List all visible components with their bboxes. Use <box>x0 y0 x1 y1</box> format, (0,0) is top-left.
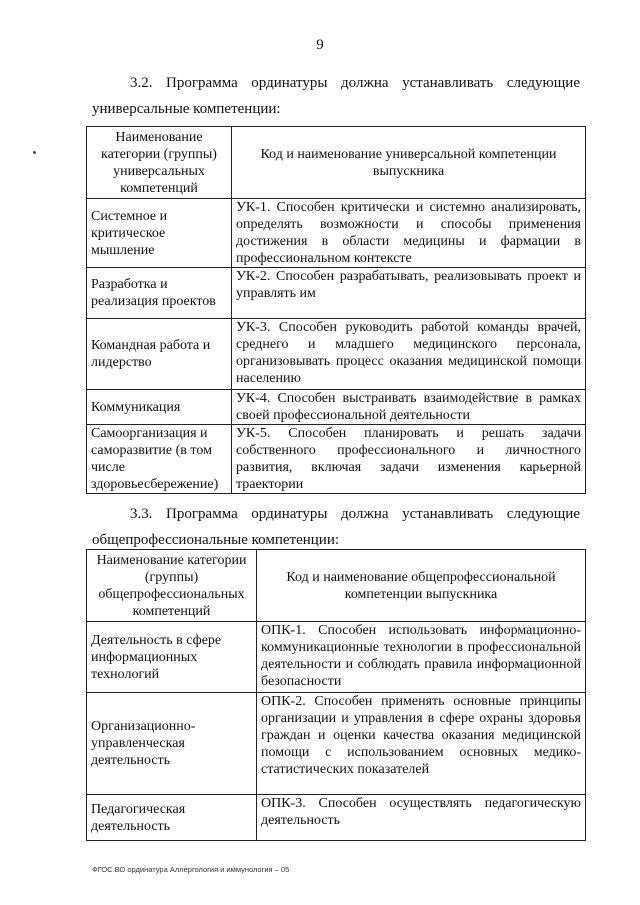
table-row <box>87 693 586 795</box>
paragraph-3-2-text: 3.2. Программа ординатуры должна устанавливать следующие универсальные компетенции: <box>92 75 580 117</box>
paragraph-3-2 <box>92 70 580 122</box>
universal-competences-table <box>86 126 586 494</box>
general-professional-competences-table <box>86 549 586 841</box>
category-cell: Разработка и реализация проектов <box>87 268 232 319</box>
table-row <box>87 319 586 390</box>
category-cell: Системное и критическое мышление <box>87 199 232 268</box>
competence-cell: ОПК-3. Способен осуществлять педагогическую деятельность <box>257 795 586 841</box>
table-row <box>87 199 586 268</box>
table-row <box>87 425 586 494</box>
page-number: 9 <box>316 37 324 53</box>
competence-cell: ОПК-2. Способен применять основные принципы организации и управления в сфере охраны здоровья граждан и оценки качества оказания медицинской помощи с использованием основных медико-статистических показателей <box>257 693 586 795</box>
header-category: Наименование категории (группы) универсальных компетенций <box>87 127 232 199</box>
header-category: Наименование категории (группы) общепрофессиональных компетенций <box>87 550 257 622</box>
table-row <box>87 268 586 319</box>
category-cell: Коммуникация <box>87 390 232 425</box>
table-row <box>87 622 586 693</box>
document-footer: ФГОС ВО ординатура Аллергология и иммунология – 05 <box>92 865 290 874</box>
category-cell: Самоорганизация и саморазвитие (в том числе здоровьесбережение) <box>87 425 232 494</box>
scan-artifact-dot <box>33 151 36 154</box>
category-cell: Организационно-управленческая деятельность <box>87 693 257 795</box>
competence-cell: УК-1. Способен критически и системно анализировать, определять возможности и способы применения достижения в области медицины и фармации в профессиональном контексте <box>232 199 586 268</box>
header-code: Код и наименование универсальной компетенции выпускника <box>232 127 586 199</box>
paragraph-3-3-text: 3.3. Программа ординатуры должна устанавливать следующие общепрофессиональные компетенции: <box>92 506 580 548</box>
competence-cell: ОПК-1. Способен использовать информационно-коммуникационные технологии в профессиональной деятельности и соблюдать правила информационной безопасности <box>257 622 586 693</box>
table-header-row <box>87 550 586 622</box>
competence-cell: УК-4. Способен выстраивать взаимодействие в рамках своей профессиональной деятельности <box>232 390 586 425</box>
table-header-row <box>87 127 586 199</box>
header-code: Код и наименование общепрофессиональной компетенции выпускника <box>257 550 586 622</box>
table-row <box>87 795 586 841</box>
competence-cell: УК-2. Способен разрабатывать, реализовывать проект и управлять им <box>232 268 586 319</box>
category-cell: Деятельность в сфере информационных технологий <box>87 622 257 693</box>
category-cell: Педагогическая деятельность <box>87 795 257 841</box>
competence-cell: УК-3. Способен руководить работой команды врачей, среднего и младшего медицинского персонала, организовывать процесс оказания медицинской помощи населению <box>232 319 586 390</box>
competence-cell: УК-5. Способен планировать и решать задачи собственного профессионального и личностного развития, включая задачи изменения карьерной траектории <box>232 425 586 494</box>
category-cell: Командная работа и лидерство <box>87 319 232 390</box>
table-row <box>87 390 586 425</box>
paragraph-3-3 <box>92 501 580 553</box>
